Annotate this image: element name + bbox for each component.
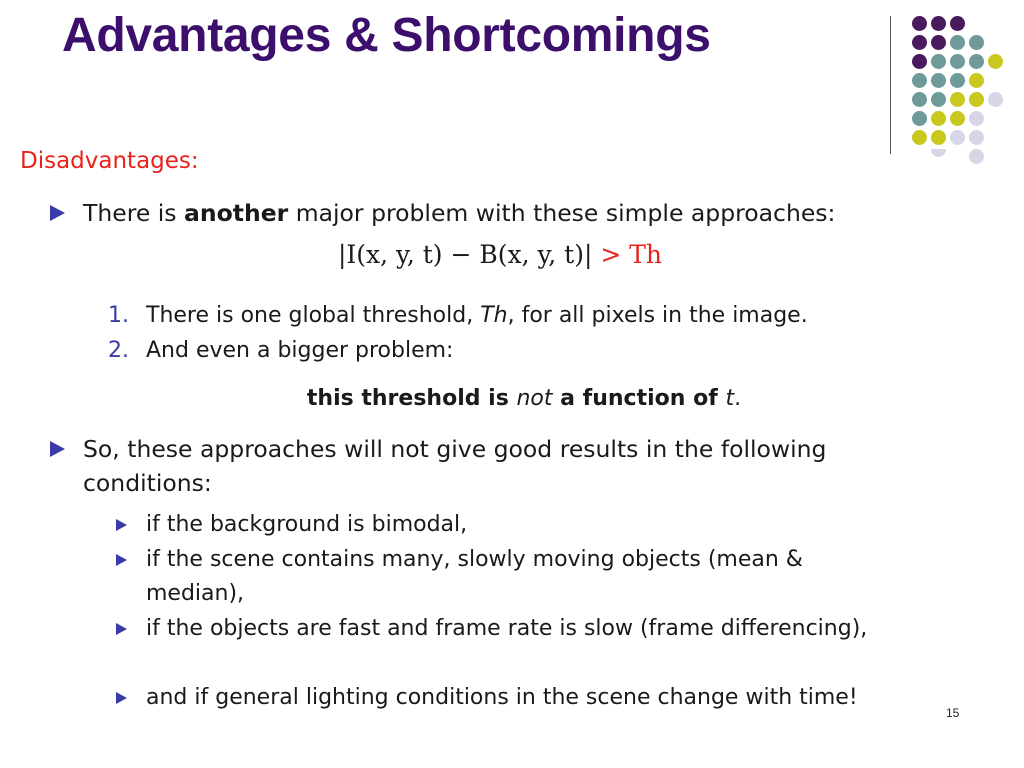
dot [950, 111, 965, 126]
condition-item: if the background is bimodal, [116, 508, 876, 542]
dot [931, 111, 946, 126]
threshold-equation [0, 240, 1000, 269]
slide-title: Advantages & Shortcomings [62, 9, 711, 62]
dot [950, 54, 965, 69]
bullet-text: So, these approaches will not give good results in the following conditions: [83, 435, 827, 497]
dot [969, 149, 984, 164]
dot [931, 16, 946, 31]
dot [950, 35, 965, 50]
dot [969, 111, 984, 126]
dot [931, 130, 946, 145]
dot [912, 16, 927, 31]
item-number: 1. [108, 303, 129, 328]
condition-item: if the objects are fast and frame rate is slow (frame differencing), [116, 612, 876, 646]
dot [950, 130, 965, 145]
dot [912, 130, 927, 145]
dot [912, 35, 927, 50]
dot [912, 54, 927, 69]
title-divider [890, 16, 891, 154]
dot [950, 73, 965, 88]
bullet-conditions-intro [50, 432, 930, 500]
numbered-item-1: 1. There is one global threshold, Th, for all pixels in the image. [108, 303, 808, 328]
dot [988, 92, 1003, 107]
dot [950, 16, 965, 31]
equation-expression: |I(x, y, t) − B(x, y, t)| [337, 240, 601, 269]
dot [988, 54, 1003, 69]
page-number: 15 [946, 706, 960, 720]
condition-item: and if general lighting conditions in the scene change with time! [116, 681, 876, 715]
dot [969, 130, 984, 145]
dot [912, 73, 927, 88]
item-number: 2. [108, 338, 129, 363]
dot [931, 54, 946, 69]
dot [969, 92, 984, 107]
sub-bullet-arrow-icon [116, 692, 127, 704]
dot [950, 92, 965, 107]
equation-threshold: > Th [600, 240, 663, 269]
bullet-main-problem [50, 196, 930, 230]
dot [912, 92, 927, 107]
dot [969, 73, 984, 88]
section-heading: Disadvantages: [20, 148, 199, 174]
bullet-text: There is another major problem with these simple approaches: [83, 199, 836, 227]
key-statement: this threshold is not a function of t. [306, 386, 742, 411]
dot [931, 92, 946, 107]
dot [912, 111, 927, 126]
sub-bullet-arrow-icon [116, 554, 127, 566]
sub-bullet-arrow-icon [116, 519, 127, 531]
bullet-arrow-icon [50, 205, 65, 221]
condition-item: if the scene contains many, slowly moving objects (mean & median), [116, 543, 876, 611]
dot [931, 149, 946, 157]
dot [969, 54, 984, 69]
dot [931, 35, 946, 50]
sub-bullet-arrow-icon [116, 623, 127, 635]
bullet-arrow-icon [50, 441, 65, 457]
dot [931, 73, 946, 88]
dot [969, 35, 984, 50]
numbered-item-2: 2. And even a bigger problem: [108, 338, 454, 363]
